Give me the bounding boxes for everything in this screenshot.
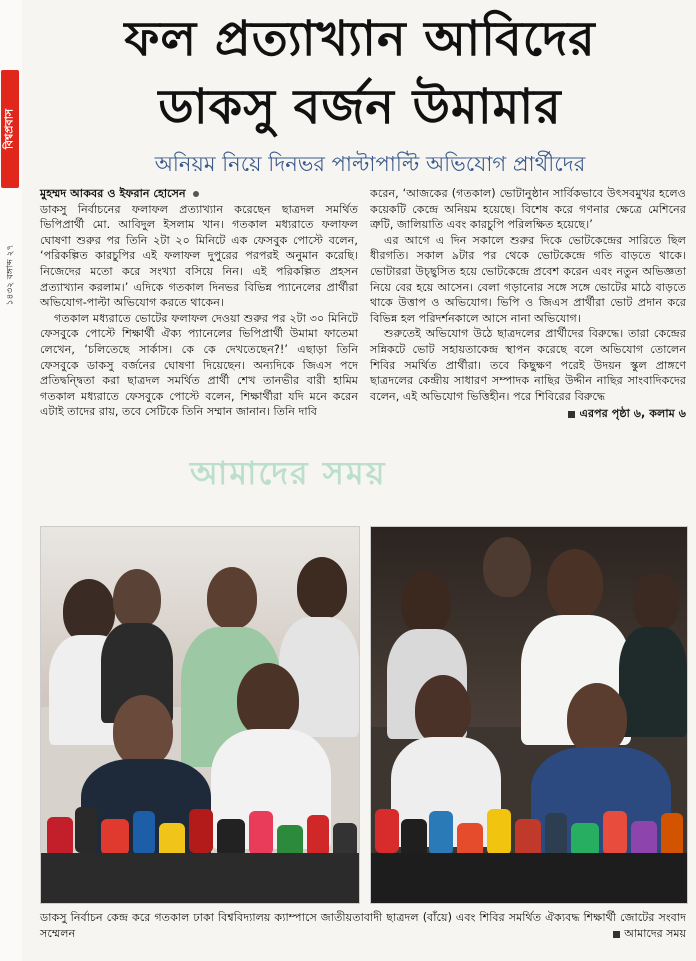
- microphone: [307, 815, 329, 857]
- continuation-ref: [370, 406, 686, 422]
- person-head: [401, 571, 451, 635]
- microphone: [249, 811, 273, 855]
- microphone: [47, 817, 73, 857]
- logo-text: বিশ্বপ্রবাস: [2, 108, 16, 150]
- microphone: [375, 809, 399, 853]
- photo-credit-text: আমাদের সময়: [624, 927, 686, 940]
- microphone: [515, 819, 541, 857]
- microphone: [603, 811, 627, 855]
- continuation-text: এরপর পৃষ্ঠা ৬, কলাম ৬: [579, 407, 686, 421]
- person-head: [567, 683, 627, 755]
- microphone: [487, 809, 511, 855]
- photo-right-press-conference: [370, 526, 688, 904]
- paragraph: করেন, ‘আজকের (গতকাল) ভোটানুষ্ঠান সার্বিকভাবে উৎসবমুখর হলেও কয়েকটি কেন্দ্রে অনিয়ম হয়েছে। বিশেষ করে গণনার ক্ষেত্রে মেশিনের ত্রুটি, জালিয়াতি এবং কারচুপি পরিলক্ষিত হয়েছে।’: [370, 187, 686, 232]
- bullet-dot-icon: [193, 191, 199, 197]
- person-head: [113, 569, 161, 629]
- issue-date: [2, 200, 18, 350]
- person-head: [547, 549, 603, 619]
- person-head: [297, 557, 347, 619]
- microphone: [217, 819, 245, 857]
- photo-credit: [613, 925, 686, 944]
- microphone-cluster: [41, 853, 359, 903]
- subheadline: অনিয়ম নিয়ে দিনভর পাল্টাপাল্টি অভিযোগ প্রার্থীদের: [154, 152, 586, 176]
- microphone: [101, 819, 129, 855]
- newspaper-logo: [1, 70, 19, 188]
- microphone-cluster: [371, 853, 687, 903]
- microphone: [545, 813, 567, 857]
- microphone: [133, 811, 155, 855]
- headline-line-2: ডাকসু বর্জন উমামার: [158, 79, 562, 135]
- person-head: [415, 675, 471, 745]
- paragraph: গতকাল মধ্যরাতে ভোটের ফলাফল দেওয়া শুরুর পর ২টা ৩০ মিনিটে ফেসবুকে পোস্টে শিক্ষার্থী ঐক্য প্যানেলের ভিপিপ্রার্থী উমামা ফাতেমা লেখেন, ‘চলিতেছে সার্কাস। কে কে দেখতেছেন?!’ এছাড়া তিনি ফেসবুকে ডাকসু বর্জনের ঘোষণা দিয়েছেন। অন্যদিকে জিএস পদে প্রতিদ্বন্দ্বিতা করা ছাত্রদল সমর্থিত প্রার্থী শেখ তানভীর বারী হামিম গতকাল মধ্যরাতে ফেসবুকে পোস্টে বলেন, শিক্ষার্থীরা যদি মনে করেন এটাই তাদের রায়, তবে সেটিকে তিনি সম্মান জানান। তিনি দাবি: [40, 311, 358, 419]
- article-column-left: [40, 186, 358, 420]
- side-strip: [0, 0, 22, 961]
- photo-caption: ডাকসু নির্বাচন কেন্দ্র করে গতকাল ঢাকা বিশ্ববিদ্যালয় ক্যাম্পাসে জাতীয়তাবাদী ছাত্রদল (বাঁয়ে) এবং শিবির সমর্থিত ঐক্যবদ্ধ শিক্ষার্থী জোটের সংবাদ সম্মেলন: [40, 911, 686, 940]
- person-head: [237, 663, 299, 737]
- square-bullet-icon: [568, 411, 575, 418]
- byline-row: [40, 186, 358, 202]
- microphone: [189, 809, 213, 853]
- microphone: [429, 811, 453, 855]
- person-head: [113, 695, 173, 767]
- person-head: [633, 573, 679, 631]
- paragraph: শুরুতেই অভিযোগ উঠে ছাত্রদলের প্রার্থীদের বিরুদ্ধে। তারা কেন্দ্রের সন্নিকটে ভোট সহায়তাকেন্দ্র স্থাপন করেছে বলে অভিযোগ তোলেন শিবির সমর্থিত প্রার্থীরা। তবে কিছুক্ষণ পরেই উদয়ন স্কুল প্রাঙ্গণে ছাত্রদলের কেন্দ্রীয় সাধারণ সম্পাদক নাছির উদ্দীন নাছির সাংবাদিকদের বলেন, এই অভিযোগ ভিত্তিহীন। পরে শিবিরের বিরুদ্ধে: [370, 327, 686, 403]
- paragraph: ডাকসু নির্বাচনের ফলাফল প্রত্যাখ্যান করেছেন ছাত্রদল সমর্থিত ভিপিপ্রার্থী মো. আবিদুল ইসলাম খান। গতকাল মধ্যরাতে ফলাফল ঘোষণা শুরুর পর তিনি ২টা ২০ মিনিটে এক ফেসবুক পোস্টে বলেন, ‘পরিকল্পিত কারচুপির এই ফলাফল দুপুরের পরপরই অনুমান করেছি। নিজেদের মতো করে সংখ্যা বসিয়ে নিন। এই পরিকল্পিত প্রহসন প্রত্যাখ্যান করলাম।’ এদিকে গতকাল দিনভর বিভিন্ন প্যানেলের প্রার্থীরা অভিযোগ-পাল্টা অভিযোগ করতে থাকেন।: [40, 202, 358, 310]
- byline: মুহম্মদ আকবর ও ইফরান হোসেন: [40, 187, 186, 200]
- square-bullet-icon: [613, 931, 620, 938]
- microphone: [571, 823, 599, 857]
- person-head: [483, 537, 531, 597]
- issue-date-text: ১৪৩২ বঙ্গাব্দ ২৭: [5, 244, 16, 306]
- watermark: আমাদের সময়: [190, 454, 387, 492]
- person-torso: [619, 627, 687, 737]
- microphone: [401, 819, 427, 857]
- person-head: [207, 567, 257, 629]
- article-column-right: [370, 186, 686, 422]
- person-head: [63, 579, 115, 643]
- microphone: [661, 813, 683, 857]
- headline-line-1: ফল প্রত্যাখ্যান আবিদের: [124, 11, 596, 67]
- microphone: [75, 807, 97, 853]
- photo-left-press-conference: [40, 526, 360, 904]
- paragraph: এর আগে এ দিন সকালে শুরুর দিকে ভোটকেন্দ্রের সারিতে ছিল ধীরগতি। সকাল ৯টার পর থেকে ভোটকেন্দ্রে গতি বাড়তে থাকে। ভোটাররা উচ্ছ্বসিত হয়ে ভোটকেন্দ্রে প্রবেশ করেন এবং নতুন অভিজ্ঞতা নিয়ে বের হয়ে আসেন। বেলা গড়ানোর সঙ্গে সঙ্গে ভোটের মাঠে বাড়তে থাকে উত্তাপ ও অভিযোগ। ভিপি ও জিএস প্রার্থীরা ভোট প্রদান করে বিভিন্ন হল পরিদর্শনকালে আসে নানা অভিযোগ।: [370, 233, 686, 325]
